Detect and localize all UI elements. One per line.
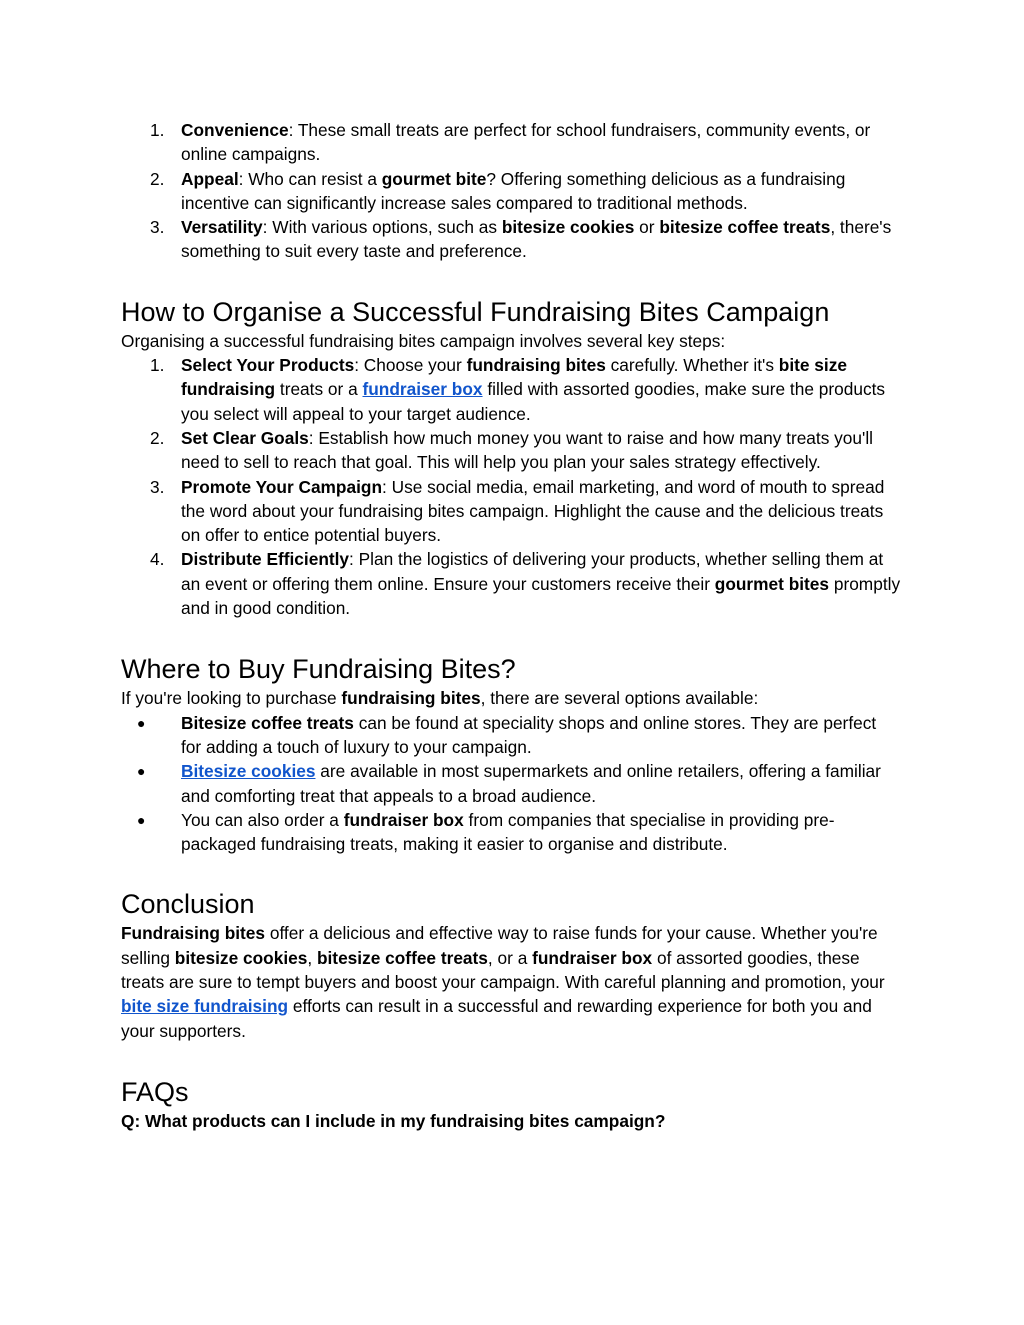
list-item [121,475,901,548]
conclusion-paragraph [121,921,901,1042]
list-number: 1. [150,120,165,140]
para-text: of assorted goodies, these treats are sure to tempt buyers and boost your campaign. With careful planning and promotion, your [121,947,885,993]
bite-size-fundraising-link[interactable]: bite size fundraising [121,996,289,1017]
item-title: Set Clear Goals [181,427,309,448]
para-text: offer a delicious and effective way to raise funds for your cause. Whether you're selling [121,923,878,968]
list-item [121,353,901,426]
item-title: Select Your Products [181,355,355,376]
list-item [121,711,901,760]
item-bold: bitesize coffee treats [659,217,831,238]
bitesize-cookies-link[interactable]: Bitesize cookies [181,761,316,782]
item-text: : Plan the logistics of delivering your products, whether selling them at an event or offering them online. Ensure your customers receive their [181,549,884,594]
fundraiser-box-link[interactable]: fundraiser box [362,379,483,400]
list-number: 2. [150,427,165,448]
item-text: promptly and in good condition. [181,573,901,619]
bullet-icon: ● [137,811,146,828]
bullet-icon: ● [137,714,146,731]
list-number: 1. [150,355,165,376]
list-number: 4. [150,549,165,570]
para-bold: bitesize coffee treats [316,947,488,968]
item-title: Distribute Efficiently [181,549,350,570]
item-text: , there's something to suit every taste and preference. [181,217,892,262]
faq-question-text: Q: What products can I include in my fundraising bites campaign? [121,1110,666,1131]
item-bold: Bitesize coffee treats [181,712,354,733]
heading-organise: How to Organise a Successful Fundraising Bites Campaign [121,296,830,327]
heading-conclusion: Conclusion [121,889,255,920]
item-text: from companies that specialise in providing pre-packaged fundraising treats, making it easier to organise and distribute. [181,809,835,855]
item-bold: gourmet bites [714,573,830,594]
intro-text: , there are several options available: [480,688,759,709]
list-item [121,118,901,167]
list-item [121,808,901,857]
heading-faqs: FAQs [121,1076,189,1107]
item-text: You can also order a [181,809,344,830]
list-number: 3. [150,217,165,238]
item-text: : Use social media, email marketing, and word of mouth to spread the word about your fundraising bites campaign. Highlight the cause and the delicious treats on offer to entice potential buyers. [181,476,885,546]
faq-question [121,1109,901,1133]
list-item [121,547,901,620]
list-number: 2. [150,168,165,189]
buy-options-list [121,711,901,857]
item-bold: bitesize cookies [501,217,635,238]
organise-steps-list [121,353,901,620]
intro-text: If you're looking to purchase [121,688,342,709]
item-text: : Establish how much money you want to raise and how many treats you'll need to sell to reach that goal. This will help you plan your sales strategy effectively. [181,427,874,473]
para-bold: fundraiser box [532,947,653,968]
bullet-icon: ● [137,763,146,780]
para-text: efforts can result in a successful and rewarding experience for both you and your supporters. [121,996,872,1041]
item-text: are available in most supermarkets and online retailers, offering a familiar and comforting treat that appeals to a broad audience. [181,761,881,806]
item-text: : With various options, such as [262,217,502,238]
item-bold: gourmet bite [381,168,487,189]
item-text: filled with assorted goodies, make sure the products you select will appeal to your target audience. [181,379,886,424]
para-text: , [307,947,317,968]
item-text: or [634,217,660,238]
item-bold: bite size fundraising [181,355,847,400]
para-text: , or a [487,947,533,968]
item-text: treats or a [275,379,363,400]
buy-intro [121,686,901,710]
para-bold: bitesize cookies [174,947,308,968]
item-bold: fundraising bites [466,355,606,376]
list-item [121,426,901,475]
item-text: can be found at speciality shops and online stores. They are perfect for adding a touch of luxury to your campaign. [181,712,877,757]
item-title: Versatility [181,217,263,238]
list-number: 3. [150,476,165,497]
item-title: Convenience [181,120,289,140]
para-bold: Fundraising bites [121,923,266,944]
benefits-list [121,118,901,264]
item-text: ? Offering something delicious as a fundraising incentive can significantly increase sales compared to traditional methods. [181,168,846,213]
item-text: : These small treats are perfect for school fundraisers, community events, or online campaigns. [181,120,871,165]
document-page [121,118,901,1133]
item-text: : Who can resist a [238,168,382,189]
list-item [121,215,901,264]
item-title: Appeal [181,168,239,189]
heading-where-to-buy: Where to Buy Fundraising Bites? [121,654,516,685]
item-text: : Choose your [354,355,467,376]
item-bold: fundraiser box [343,809,464,830]
item-text: carefully. Whether it's [605,355,779,376]
list-item [121,759,901,808]
item-title: Promote Your Campaign [181,476,383,497]
organise-intro: Organising a successful fundraising bites campaign involves several key steps: [121,330,726,351]
intro-bold: fundraising bites [341,688,481,709]
list-item [121,167,901,216]
